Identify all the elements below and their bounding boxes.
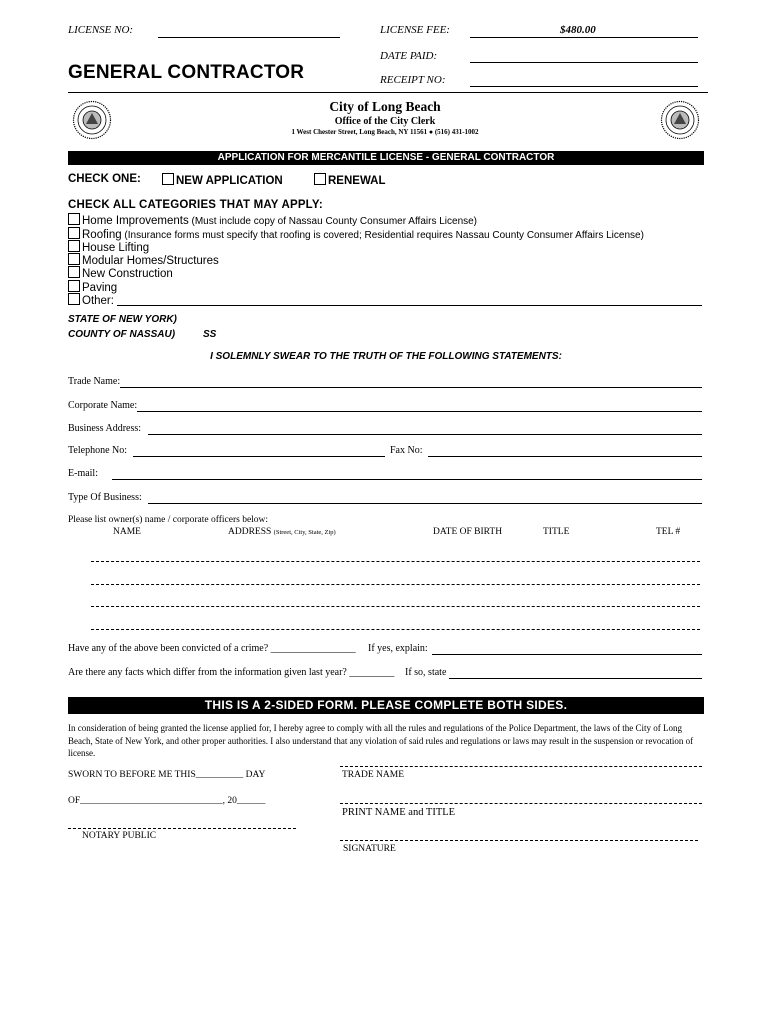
date-paid-field[interactable]: [470, 62, 698, 63]
license-no-label: LICENSE NO:: [68, 24, 134, 36]
owners-instruction: Please list owner(s) name / corporate officers below:: [68, 515, 269, 525]
office-city: City of Long Beach: [329, 99, 441, 114]
categories-heading: CHECK ALL CATEGORIES THAT MAY APPLY:: [68, 199, 323, 211]
trade-name-field[interactable]: [120, 387, 702, 388]
category-checkbox[interactable]: [68, 213, 80, 225]
owner-row-4[interactable]: [91, 629, 700, 630]
category-checkbox[interactable]: [68, 240, 80, 252]
application-title-bar: APPLICATION FOR MERCANTILE LICENSE - GENERAL CONTRACTOR: [68, 151, 704, 165]
check-one-label: CHECK ONE:: [68, 173, 141, 185]
license-fee-label: LICENSE FEE:: [380, 24, 450, 36]
print-name-field[interactable]: [340, 803, 702, 804]
category-paving[interactable]: Paving: [68, 280, 117, 294]
crime-question: Have any of the above been convicted of a crime? _________________: [68, 643, 356, 654]
category-house-lifting[interactable]: House Lifting: [68, 240, 149, 254]
corporate-name-label: Corporate Name:: [68, 400, 138, 411]
office-name: Office of the City Clerk: [334, 116, 436, 127]
telephone-field[interactable]: [133, 456, 385, 457]
notary-public-label: NOTARY PUBLIC: [82, 831, 157, 841]
category-modular-homes[interactable]: Modular Homes/Structures: [68, 253, 219, 267]
differ-state-label: If so, state: [405, 667, 447, 678]
category-checkbox[interactable]: [68, 227, 80, 239]
category-checkbox[interactable]: [68, 280, 80, 292]
venue-county: COUNTY OF NASSAU): [68, 329, 176, 340]
print-name-label: PRINT NAME and TITLE: [342, 807, 456, 818]
form-title: GENERAL CONTRACTOR: [68, 62, 305, 83]
fax-field[interactable]: [428, 456, 702, 457]
col-tel-header: TEL #: [656, 527, 681, 537]
owner-row-2[interactable]: [91, 584, 700, 585]
header-divider: [68, 92, 708, 93]
owner-row-3[interactable]: [91, 606, 700, 607]
venue-state: STATE OF NEW YORK): [68, 314, 177, 325]
category-checkbox[interactable]: [68, 293, 80, 305]
telephone-label: Telephone No:: [68, 445, 128, 456]
signature-label: SIGNATURE: [343, 844, 396, 854]
license-no-field[interactable]: [158, 37, 340, 38]
receipt-no-label: RECEIPT NO:: [380, 74, 446, 86]
signature-field[interactable]: [340, 840, 698, 841]
new-application-option[interactable]: NEW APPLICATION: [162, 173, 283, 187]
date-paid-label: DATE PAID:: [380, 50, 438, 62]
owner-row-1[interactable]: [91, 561, 700, 562]
consideration-paragraph: In consideration of being granted the license applied for, I hereby agree to comply with all the rules and regulations of the Police Department, the laws of the City of Long Beach, State of New York, and other proper authorities. I also understand that any violation of said rules and regulations or laws may result in the suspension or revocation of license.: [68, 723, 694, 758]
sworn-before-line: SWORN TO BEFORE ME THIS__________ DAY: [68, 770, 266, 780]
license-fee-field[interactable]: [470, 37, 698, 38]
type-of-business-field[interactable]: [148, 503, 702, 504]
col-name-header: NAME: [113, 527, 141, 537]
renewal-option[interactable]: RENEWAL: [314, 173, 386, 187]
renewal-checkbox[interactable]: [314, 173, 326, 185]
col-address-header: ADDRESS (Street, City, State, Zip): [228, 527, 336, 537]
oath-statement: I SOLEMNLY SWEAR TO THE TRUTH OF THE FOLLOWING STATEMENTS:: [210, 351, 562, 362]
crime-explain-field[interactable]: [432, 654, 702, 655]
col-dob-header: DATE OF BIRTH: [433, 527, 503, 537]
differ-question: Are there any facts which differ from the information given last year? _________: [68, 667, 395, 678]
business-address-label: Business Address:: [68, 423, 142, 434]
city-seal-right-icon: [660, 100, 700, 140]
email-label: E-mail:: [68, 468, 98, 479]
type-of-business-label: Type Of Business:: [68, 492, 142, 503]
fax-label: Fax No:: [390, 445, 423, 456]
differ-state-field[interactable]: [449, 678, 702, 679]
col-title-header: TITLE: [543, 527, 570, 537]
city-seal-left-icon: [72, 100, 112, 140]
crime-explain-label: If yes, explain:: [368, 643, 428, 654]
trade-name-sign-label: TRADE NAME: [342, 770, 405, 780]
license-fee-value: $480.00: [560, 24, 596, 36]
notary-signature-field[interactable]: [68, 828, 296, 829]
email-field[interactable]: [112, 479, 702, 480]
new-application-checkbox[interactable]: [162, 173, 174, 185]
trade-name-sign-field[interactable]: [340, 766, 702, 767]
two-sided-notice-bar: THIS IS A 2-SIDED FORM. PLEASE COMPLETE BOTH SIDES.: [68, 697, 704, 714]
venue-ss: SS: [203, 329, 217, 340]
category-checkbox[interactable]: [68, 253, 80, 265]
category-checkbox[interactable]: [68, 266, 80, 278]
category-roofing[interactable]: Roofing (Insurance forms must specify that roofing is covered; Residential requires Nassau County Consumer Affairs License): [68, 227, 644, 241]
other-field[interactable]: [117, 305, 702, 306]
corporate-name-field[interactable]: [137, 411, 702, 412]
business-address-field[interactable]: [148, 434, 702, 435]
category-other[interactable]: Other:: [68, 293, 114, 307]
category-home-improvements[interactable]: Home Improvements (Must include copy of Nassau County Consumer Affairs License): [68, 213, 477, 227]
trade-name-label: Trade Name:: [68, 376, 121, 387]
office-address: 1 West Chester Street, Long Beach, NY 11561 ● (516) 431-1002: [291, 128, 479, 136]
receipt-no-field[interactable]: [470, 86, 698, 87]
category-new-construction[interactable]: New Construction: [68, 266, 173, 280]
of-date-line: OF______________________________, 20______: [68, 796, 266, 806]
